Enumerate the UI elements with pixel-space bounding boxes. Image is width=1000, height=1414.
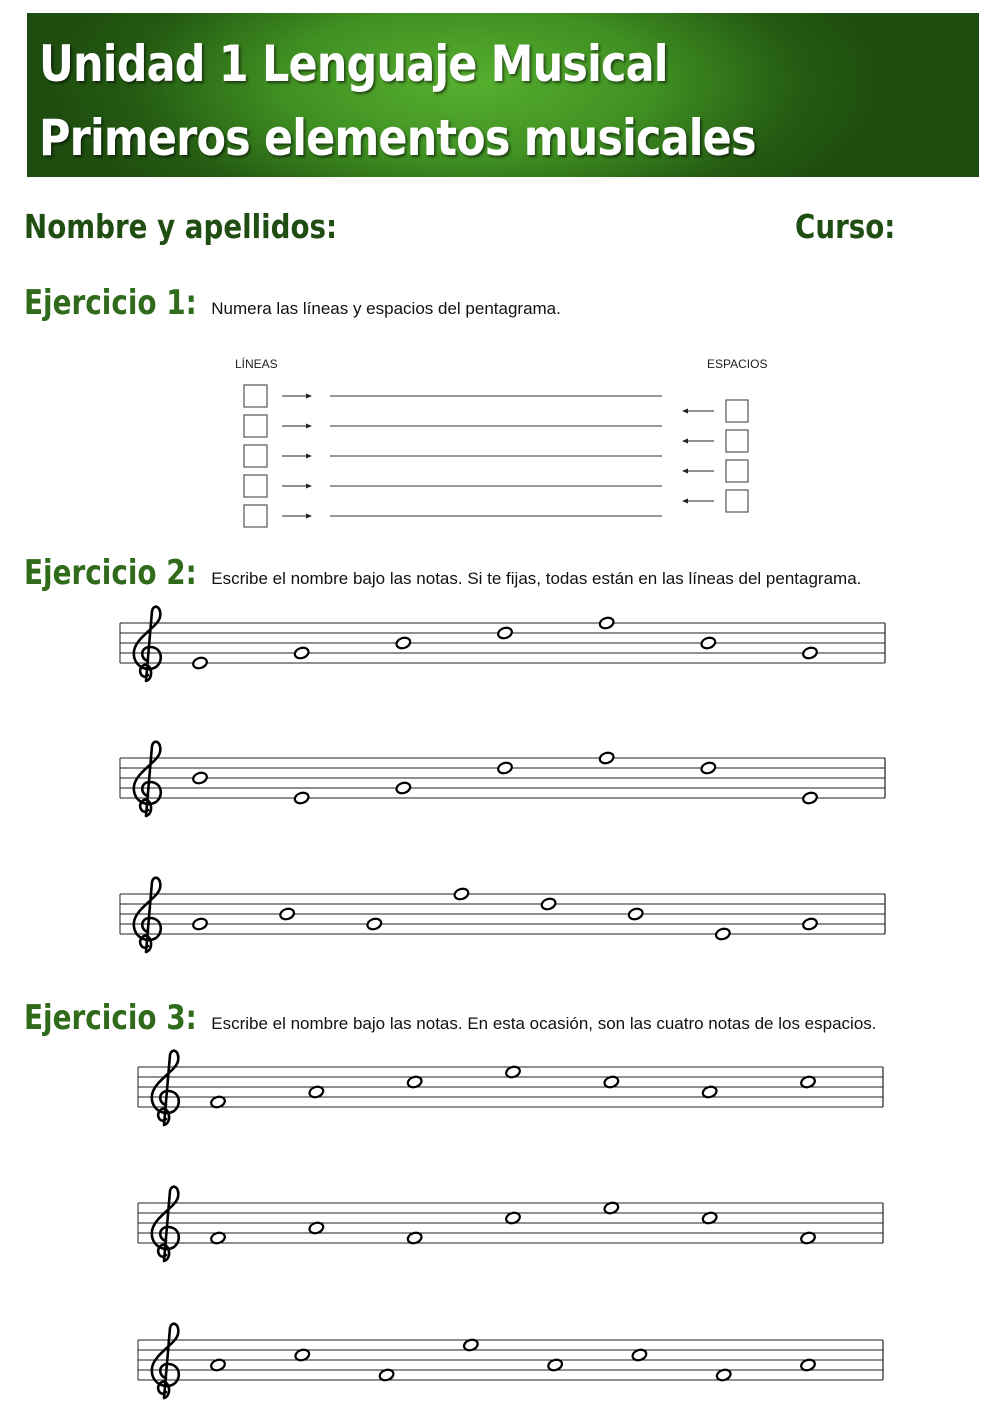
- exercise-3-heading: [24, 998, 877, 1038]
- space-number-box: [726, 490, 748, 512]
- treble-clef-icon: [152, 1051, 179, 1125]
- lines-label: LÍNEAS: [235, 357, 278, 371]
- whole-note: [700, 761, 716, 775]
- exercise-3-instructions: Escribe el nombre bajo las notas. En esta ocasión, son las cuatro notas de los espacios.: [211, 1014, 877, 1033]
- whole-note: [293, 646, 309, 660]
- music-staff: [133, 1039, 888, 1129]
- arrow-head-icon: [682, 409, 688, 414]
- staff-numbering-diagram: [230, 378, 790, 533]
- arrow-head-icon: [682, 439, 688, 444]
- whole-note: [598, 751, 614, 765]
- spaces-label: ESPACIOS: [707, 357, 768, 371]
- whole-note: [802, 791, 818, 805]
- title-banner: [27, 13, 979, 177]
- space-number-box: [726, 400, 748, 422]
- treble-clef-icon: [152, 1324, 179, 1398]
- whole-note: [192, 771, 208, 785]
- treble-clef-icon: [134, 742, 161, 816]
- whole-note: [192, 656, 208, 670]
- exercise-2-instructions: Escribe el nombre bajo las notas. Si te fijas, todas están en las líneas del pentagrama.: [211, 569, 862, 588]
- whole-note: [453, 887, 469, 901]
- line-number-box: [244, 415, 267, 437]
- whole-note: [700, 636, 716, 650]
- whole-note: [802, 917, 818, 931]
- exercise-3-title: Ejercicio 3:: [24, 998, 197, 1038]
- music-staff: [115, 866, 890, 956]
- exercise-2-title: Ejercicio 2:: [24, 553, 197, 593]
- music-staff: [115, 595, 890, 685]
- line-number-box: [244, 505, 267, 527]
- arrow-head-icon: [306, 424, 312, 429]
- whole-note: [715, 927, 731, 941]
- music-staff: [133, 1312, 888, 1402]
- name-label: Nombre y apellidos:: [24, 207, 338, 246]
- exercise-1-heading: [24, 283, 561, 323]
- line-number-box: [244, 445, 267, 467]
- title-line-1: Unidad 1 Lenguaje Musical: [39, 35, 668, 93]
- arrow-head-icon: [682, 499, 688, 504]
- whole-note: [628, 907, 644, 921]
- whole-note: [366, 917, 382, 931]
- treble-clef-icon: [152, 1187, 179, 1261]
- whole-note: [192, 917, 208, 931]
- music-staff: [133, 1175, 888, 1265]
- music-staff: [115, 730, 890, 820]
- arrow-head-icon: [682, 469, 688, 474]
- space-number-box: [726, 430, 748, 452]
- whole-note: [497, 626, 513, 640]
- arrow-head-icon: [306, 454, 312, 459]
- arrow-head-icon: [306, 484, 312, 489]
- whole-note: [598, 616, 614, 630]
- whole-note: [497, 761, 513, 775]
- title-line-2: Primeros elementos musicales: [39, 109, 756, 167]
- line-number-box: [244, 475, 267, 497]
- whole-note: [293, 791, 309, 805]
- whole-note: [540, 897, 556, 911]
- whole-note: [395, 781, 411, 795]
- whole-note: [802, 646, 818, 660]
- treble-clef-icon: [134, 607, 161, 681]
- whole-note: [279, 907, 295, 921]
- exercise-2-heading: [24, 553, 861, 593]
- exercise-1-instructions: Numera las líneas y espacios del pentagrama.: [211, 299, 561, 318]
- whole-note: [395, 636, 411, 650]
- space-number-box: [726, 460, 748, 482]
- arrow-head-icon: [306, 394, 312, 399]
- line-number-box: [244, 385, 267, 407]
- arrow-head-icon: [306, 514, 312, 519]
- exercise-1-title: Ejercicio 1:: [24, 283, 197, 323]
- treble-clef-icon: [134, 878, 161, 952]
- course-label: Curso:: [795, 207, 896, 246]
